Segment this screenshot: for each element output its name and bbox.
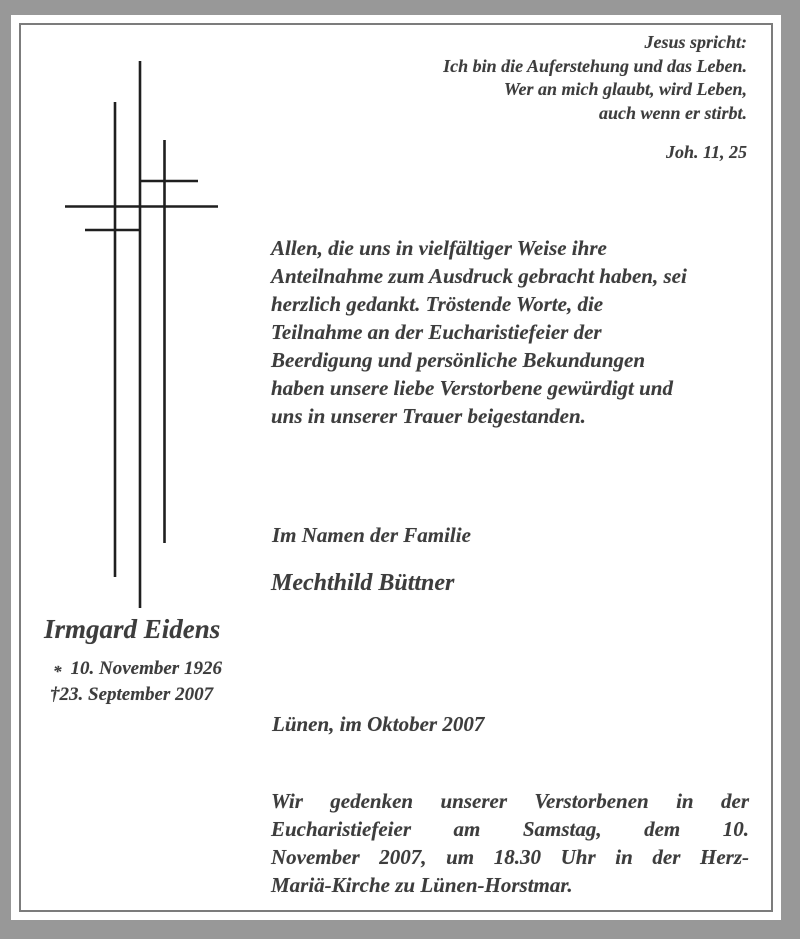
birth-date-line (53, 658, 222, 680)
death-date-line (50, 684, 213, 706)
memorial-notice-line: Eucharistiefeier am Samstag, dem 10. (271, 817, 749, 841)
memorial-notice-paragraph (271, 787, 749, 899)
thanks-paragraph (271, 234, 757, 430)
memorial-notice-line: Wir gedenken unserer Verstorbenen in der (271, 789, 749, 813)
place-dateline: Lünen, im Oktober 2007 (272, 712, 485, 736)
scripture-reference: Joh. 11, 25 (665, 142, 747, 162)
thanks-paragraph-line: Beerdigung und persönliche Bekundungen (271, 348, 646, 372)
scripture-line: auch wenn er stirbt. (598, 102, 747, 123)
thanks-paragraph-line: Teilnahme an der Eucharistiefeier der (271, 320, 602, 344)
memorial-cross-icon (0, 0, 250, 630)
birth-date: 10. November 1926 (70, 658, 222, 679)
thanks-paragraph-line: Allen, die uns in vielfältiger Weise ihre (271, 236, 607, 260)
deceased-name: Irmgard Eidens (44, 614, 221, 644)
family-closing-text: Im Namen der Familie (272, 523, 471, 547)
memorial-notice-line: Mariä-Kirche zu Lünen-Horstmar. (271, 873, 573, 897)
scripture-quote (443, 31, 747, 165)
scripture-line: Jesus spricht: (644, 32, 747, 52)
death-date: 23. September 2007 (59, 684, 214, 705)
signatory-name: Mechthild Büttner (271, 570, 455, 596)
scripture-line: Ich bin die Auferstehung und das Leben. (443, 55, 747, 76)
thanks-paragraph-line: herzlich gedankt. Tröstende Worte, die (271, 292, 604, 316)
memorial-notice-line: November 2007, um 18.30 Uhr in der Herz- (271, 845, 749, 869)
birth-symbol: * (53, 662, 62, 681)
death-symbol: † (50, 684, 60, 705)
thanks-paragraph-line: haben unsere liebe Verstorbene gewürdigt und (271, 376, 673, 400)
thanks-paragraph-line: uns in unserer Trauer beigestanden. (271, 404, 586, 428)
scripture-line: Wer an mich glaubt, wird Leben, (503, 79, 747, 99)
thanks-paragraph-line: Anteilnahme zum Ausdruck gebracht haben, sei (271, 264, 687, 288)
